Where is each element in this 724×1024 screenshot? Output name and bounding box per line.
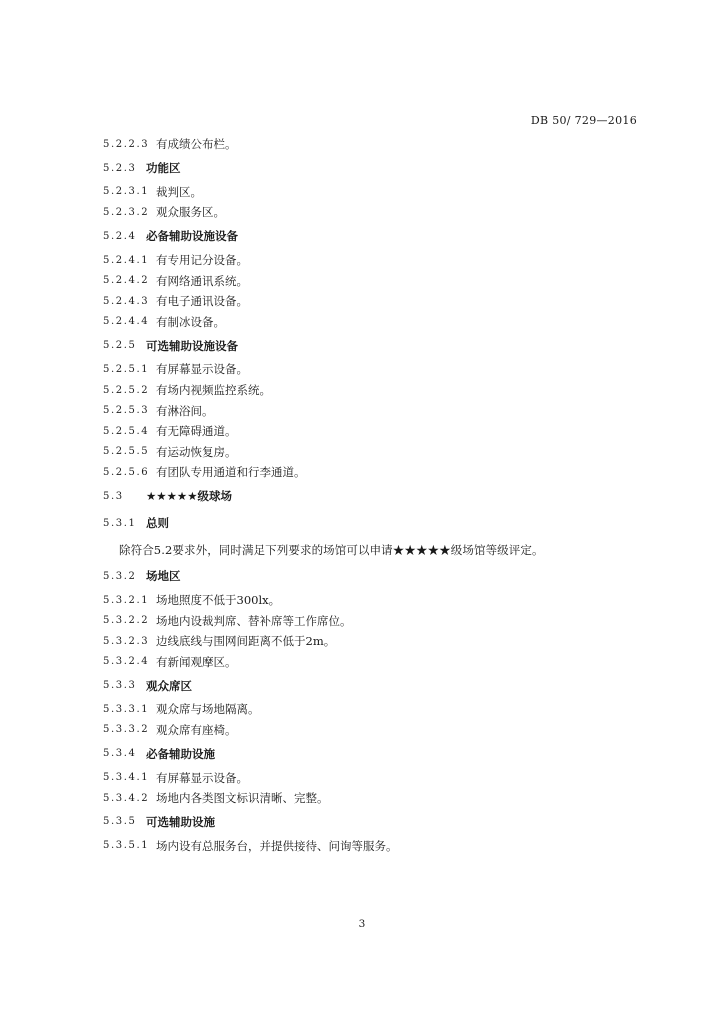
clause-paragraph: [103, 537, 643, 563]
clause-number: 5.2.5.4: [103, 425, 150, 437]
document-code-header: DB 50/ 729—2016: [530, 114, 637, 127]
section-heading: [103, 332, 643, 359]
clause-text: 有场内视频监控系统。: [156, 383, 271, 398]
clause-number: 5.2.3: [103, 162, 137, 174]
clause-number: 5.2.5.2: [103, 384, 150, 396]
clause-number: 5.2.5.3: [103, 405, 150, 417]
heading-text: 观众席区: [146, 678, 192, 693]
clause-item: [103, 590, 643, 611]
clause-number: 5.2.4.4: [103, 316, 150, 328]
clause-number: 5.3.2.1: [103, 594, 150, 606]
clause-item: [103, 134, 643, 155]
clause-text: 场内设有总服务台，并提供接待、问询等服务。: [156, 838, 398, 853]
clause-number: 5.3: [103, 490, 124, 502]
section-heading: [103, 740, 643, 767]
clause-text: 有成绩公布栏。: [156, 137, 237, 152]
heading-text: 必备辅助设施: [146, 746, 215, 761]
section-heading: [103, 808, 643, 835]
clause-item: [103, 182, 643, 203]
section-heading: [103, 563, 643, 590]
clause-number: 5.2.5.5: [103, 446, 150, 458]
clause-text: 场地内设裁判席、替补席等工作席位。: [156, 613, 352, 628]
clause-text: 有制冰设备。: [156, 314, 225, 329]
section-heading: [103, 510, 643, 537]
clause-number: 5.3.2.3: [103, 635, 150, 647]
section-heading: [103, 672, 643, 699]
clause-number: 5.2.4.3: [103, 295, 150, 307]
clause-item: [103, 359, 643, 380]
clause-item: [103, 400, 643, 421]
clause-item: [103, 788, 643, 809]
clause-item: [103, 250, 643, 271]
heading-text: 可选辅助设施设备: [146, 338, 238, 353]
clause-item: [103, 202, 643, 223]
clause-text: 裁判区。: [156, 184, 202, 199]
clause-text: 有淋浴间。: [156, 403, 214, 418]
document-body: [103, 134, 643, 856]
clause-item: [103, 835, 643, 856]
clause-item: [103, 652, 643, 673]
clause-number: 5.3.1: [103, 517, 137, 529]
clause-text: 有屏幕显示设备。: [156, 362, 248, 377]
clause-item: [103, 421, 643, 442]
clause-text: 场地照度不低于300lx。: [156, 593, 281, 608]
clause-item: [103, 291, 643, 312]
clause-item: [103, 720, 643, 741]
clause-text: 有专用记分设备。: [156, 253, 248, 268]
clause-number: 5.2.2.3: [103, 138, 150, 150]
clause-text: 观众服务区。: [156, 205, 225, 220]
clause-text: 有屏幕显示设备。: [156, 770, 248, 785]
clause-number: 5.3.5: [103, 816, 137, 828]
clause-number: 5.3.4.1: [103, 772, 150, 784]
clause-number: 5.3.3.1: [103, 703, 150, 715]
clause-number: 5.3.4: [103, 748, 137, 760]
clause-text: 除符合5.2要求外，同时满足下列要求的场馆可以申请★★★★★级场馆等级评定。: [119, 542, 544, 557]
clause-text: 观众席与场地隔离。: [156, 702, 260, 717]
clause-number: 5.2.5.1: [103, 363, 150, 375]
clause-number: 5.2.4.1: [103, 254, 150, 266]
heading-text: 总则: [146, 516, 169, 531]
clause-number: 5.3.2.4: [103, 656, 150, 668]
heading-text: 功能区: [146, 161, 181, 176]
page-number: 3: [358, 918, 366, 930]
clause-text: 有无障碍通道。: [156, 424, 237, 439]
clause-item: [103, 442, 643, 463]
clause-number: 5.3.2: [103, 570, 137, 582]
clause-number: 5.3.3.2: [103, 724, 150, 736]
section-heading: [103, 223, 643, 250]
clause-text: 有电子通讯设备。: [156, 294, 248, 309]
clause-item: [103, 631, 643, 652]
clause-text: 观众席有座椅。: [156, 722, 237, 737]
clause-number: 5.3.3: [103, 680, 137, 692]
clause-number: 5.2.5: [103, 340, 137, 352]
clause-number: 5.3.5.1: [103, 840, 150, 852]
clause-item: [103, 380, 643, 401]
clause-number: 5.3.4.2: [103, 792, 150, 804]
clause-item: [103, 270, 643, 291]
clause-item: [103, 699, 643, 720]
clause-text: 边线底线与围网间距离不低于2m。: [156, 634, 336, 649]
clause-text: 有运动恢复房。: [156, 444, 237, 459]
section-heading: [103, 155, 643, 182]
clause-text: 有团队专用通道和行李通道。: [156, 465, 306, 480]
clause-text: 有网络通讯系统。: [156, 273, 248, 288]
clause-number: 5.2.5.6: [103, 466, 150, 478]
clause-item: [103, 312, 643, 333]
heading-text: 必备辅助设施设备: [146, 229, 238, 244]
heading-text: ★★★★★级球场: [146, 489, 233, 504]
heading-text: 可选辅助设施: [146, 814, 215, 829]
clause-item: [103, 610, 643, 631]
clause-text: 场地内各类图文标识清晰、完整。: [156, 791, 329, 806]
clause-number: 5.2.3.2: [103, 206, 150, 218]
clause-item: [103, 767, 643, 788]
section-heading: [103, 483, 643, 510]
clause-number: 5.2.4: [103, 230, 137, 242]
clause-number: 5.2.3.1: [103, 186, 150, 198]
clause-number: 5.3.2.2: [103, 615, 150, 627]
clause-number: 5.2.4.2: [103, 275, 150, 287]
clause-text: 有新闻观摩区。: [156, 654, 237, 669]
heading-text: 场地区: [146, 569, 181, 584]
clause-item: [103, 462, 643, 483]
